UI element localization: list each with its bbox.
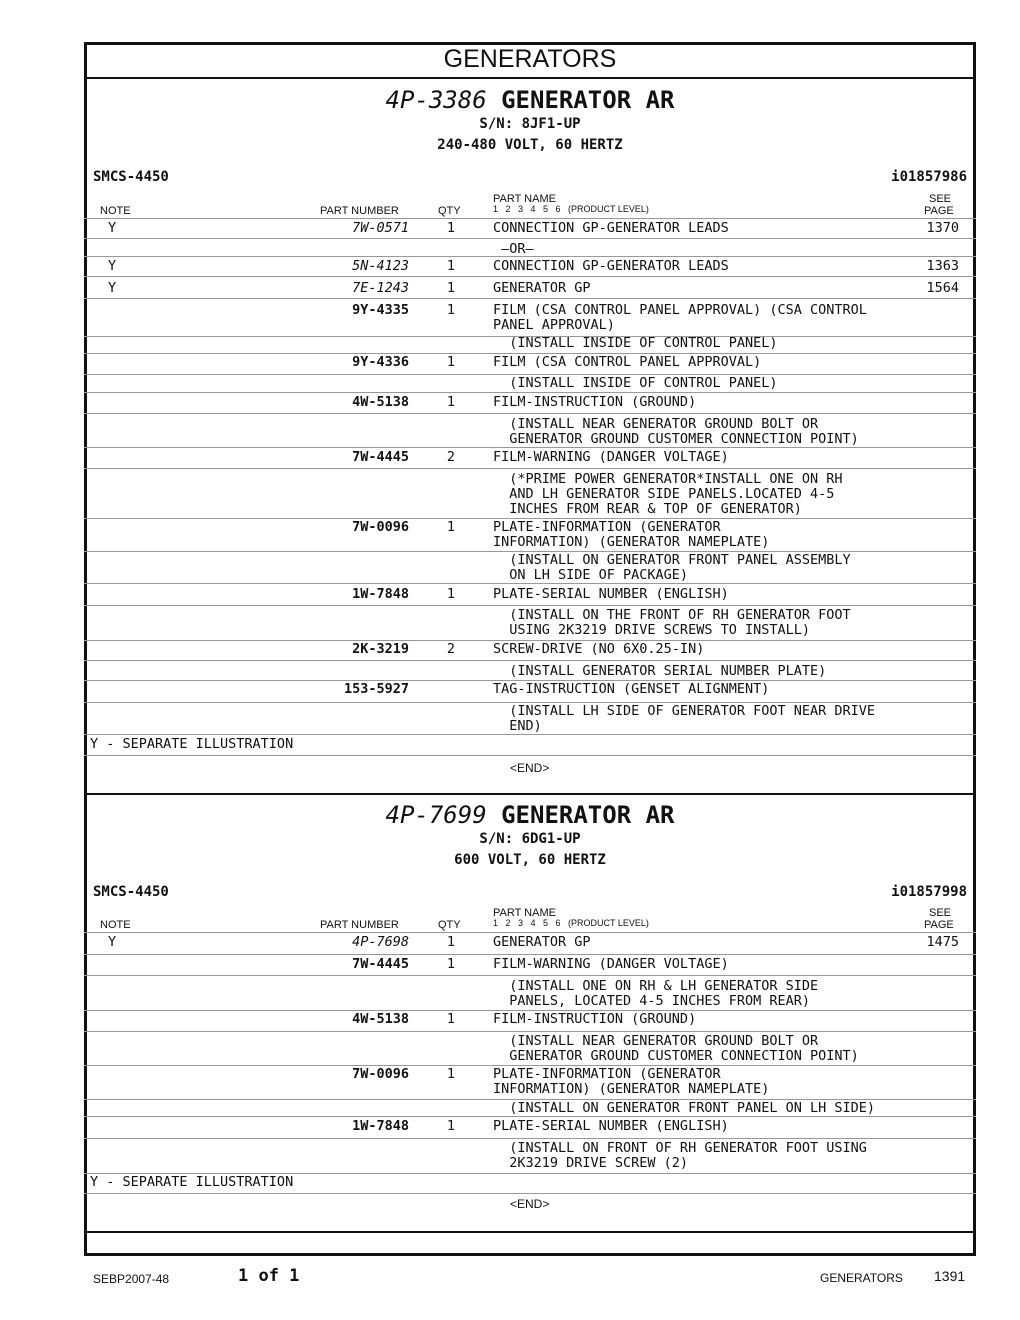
part-name-cell: END) [493, 718, 542, 734]
page-banner: GENERATORS [443, 45, 617, 73]
section-title [84, 801, 976, 829]
part-name-cell: (INSTALL ON THE FRONT OF RH GENERATOR FOOT [493, 607, 851, 623]
row-divider [84, 218, 976, 219]
part-name-cell: FILM (CSA CONTROL PANEL APPROVAL) [493, 354, 762, 370]
part-number-cell: 7W-4445 [352, 449, 409, 465]
part-name-cell: GENERATOR GROUND CUSTOMER CONNECTION POINT) [493, 1048, 859, 1064]
row-divider [84, 734, 976, 735]
section-serial: S/N: 8JF1-UP [479, 116, 581, 132]
col-part-name: PART NAME [493, 907, 556, 919]
part-name-cell: (INSTALL INSIDE OF CONTROL PANEL) [493, 375, 778, 391]
part-name-cell: PLATE-SERIAL NUMBER (ENGLISH) [493, 1118, 729, 1134]
part-name-cell: 2K3219 DRIVE SCREW (2) [493, 1155, 689, 1171]
row-divider [84, 238, 976, 239]
col-note: NOTE [100, 205, 131, 217]
qty-cell: 1 [446, 354, 456, 370]
note-cell: Y [108, 934, 117, 950]
section-serial: S/N: 6DG1-UP [479, 831, 581, 847]
qty-cell: 1 [446, 934, 456, 950]
part-number-cell: 1W-7848 [352, 1118, 409, 1134]
section-title [84, 86, 976, 114]
col-qty: QTY [438, 919, 461, 931]
end-marker: <END> [510, 1197, 550, 1211]
part-name-cell: INFORMATION) (GENERATOR NAMEPLATE) [493, 1081, 770, 1097]
part-number-cell: 2K-3219 [352, 641, 409, 657]
row-divider [84, 755, 976, 756]
part-number-cell: 4W-5138 [352, 1011, 409, 1027]
part-name-cell: PANEL APPROVAL) [493, 317, 615, 333]
note-cell: Y [108, 258, 117, 274]
qty-cell: 1 [446, 956, 456, 972]
legend-note: Y - SEPARATE ILLUSTRATION [90, 1174, 294, 1190]
row-divider [84, 447, 976, 448]
row-divider [84, 605, 976, 606]
qty-cell: 2 [446, 449, 456, 465]
part-name-cell: (INSTALL NEAR GENERATOR GROUND BOLT OR [493, 1033, 819, 1049]
col-page: PAGE [924, 919, 954, 931]
part-name-cell: TAG-INSTRUCTION (GENSET ALIGNMENT) [493, 681, 770, 697]
row-divider [84, 413, 976, 414]
row-divider [84, 660, 976, 661]
part-number-cell: 7W-0096 [352, 1066, 409, 1082]
part-name-cell: (INSTALL ON GENERATOR FRONT PANEL ON LH SIDE) [493, 1100, 876, 1116]
col-part-name: PART NAME [493, 193, 556, 205]
part-name-cell: USING 2K3219 DRIVE SCREWS TO INSTALL) [493, 622, 810, 638]
col-part-number: PART NUMBER [320, 205, 399, 217]
col-product-level: 1 2 3 4 5 6 (PRODUCT LEVEL) [493, 918, 649, 928]
part-name-cell: ON LH SIDE OF PACKAGE) [493, 567, 689, 583]
qty-cell: 1 [446, 258, 456, 274]
banner-divider [87, 77, 973, 79]
part-number-cell: 7W-4445 [352, 956, 409, 972]
part-name-cell: FILM (CSA CONTROL PANEL APPROVAL) (CSA CONTROL [493, 302, 867, 318]
row-divider [84, 276, 976, 277]
section-spec: 240-480 VOLT, 60 HERTZ [437, 137, 623, 153]
reference-id: i01857998 [891, 884, 967, 900]
part-number-cell: 7W-0096 [352, 519, 409, 535]
see-page-cell: 1363 [926, 258, 959, 274]
part-number-cell: 9Y-4336 [352, 354, 409, 370]
part-name-cell: PLATE-INFORMATION (GENERATOR [493, 1066, 721, 1082]
part-number-cell: 9Y-4335 [352, 302, 409, 318]
row-divider [84, 468, 976, 469]
part-name-cell: (INSTALL ON FRONT OF RH GENERATOR FOOT USING [493, 1140, 867, 1156]
qty-cell: 1 [446, 586, 456, 602]
part-name-cell: PANELS, LOCATED 4-5 INCHES FROM REAR) [493, 993, 810, 1009]
section-title-number: 4P-7699 [385, 801, 487, 829]
col-see: SEE [929, 193, 952, 205]
part-number-cell: 4P-7698 [352, 934, 409, 950]
part-name-cell: CONNECTION GP-GENERATOR LEADS [493, 220, 729, 236]
smcs-code: SMCS-4450 [93, 884, 169, 900]
section-title-name: GENERATOR AR [501, 801, 675, 829]
footer-section: GENERATORS [820, 1271, 903, 1285]
qty-cell: 1 [446, 1066, 456, 1082]
part-name-cell: (INSTALL GENERATOR SERIAL NUMBER PLATE) [493, 663, 827, 679]
col-product-level: 1 2 3 4 5 6 (PRODUCT LEVEL) [493, 204, 649, 214]
qty-cell: 1 [446, 302, 456, 318]
part-name-cell: FILM-WARNING (DANGER VOLTAGE) [493, 956, 729, 972]
part-name-cell: CONNECTION GP-GENERATOR LEADS [493, 258, 729, 274]
part-name-cell: —OR— [493, 241, 534, 257]
qty-cell: 1 [446, 1011, 456, 1027]
part-name-cell: PLATE-SERIAL NUMBER (ENGLISH) [493, 586, 729, 602]
row-divider [84, 1116, 976, 1117]
row-divider [84, 1193, 976, 1194]
part-name-cell: SCREW-DRIVE (NO 6X0.25-IN) [493, 641, 705, 657]
part-name-cell: (*PRIME POWER GENERATOR*INSTALL ONE ON RH [493, 471, 843, 487]
col-note: NOTE [100, 919, 131, 931]
part-name-cell: FILM-WARNING (DANGER VOLTAGE) [493, 449, 729, 465]
part-name-cell: AND LH GENERATOR SIDE PANELS.LOCATED 4-5 [493, 486, 835, 502]
reference-id: i01857986 [891, 169, 967, 185]
qty-cell: 2 [446, 641, 456, 657]
see-page-cell: 1370 [926, 220, 959, 236]
section-title-name: GENERATOR AR [501, 86, 675, 114]
legend-note: Y - SEPARATE ILLUSTRATION [90, 736, 294, 752]
part-name-cell: (INSTALL NEAR GENERATOR GROUND BOLT OR [493, 416, 819, 432]
qty-cell: 1 [446, 280, 456, 296]
part-name-cell: PLATE-INFORMATION (GENERATOR [493, 519, 721, 535]
part-number-cell: 1W-7848 [352, 586, 409, 602]
part-number-cell: 5N-4123 [352, 258, 409, 274]
part-number-cell: 7E-1243 [352, 280, 409, 296]
page-of: 1 of 1 [238, 1266, 300, 1286]
part-name-cell: GENERATOR GP [493, 280, 591, 296]
smcs-code: SMCS-4450 [93, 169, 169, 185]
part-name-cell: FILM-INSTRUCTION (GROUND) [493, 394, 697, 410]
part-name-cell: GENERATOR GP [493, 934, 591, 950]
note-cell: Y [108, 220, 117, 236]
row-divider [84, 975, 976, 976]
bottom-divider [87, 1231, 973, 1233]
part-name-cell: FILM-INSTRUCTION (GROUND) [493, 1011, 697, 1027]
qty-cell: 1 [446, 220, 456, 236]
part-name-cell: INCHES FROM REAR & TOP OF GENERATOR) [493, 501, 802, 517]
part-number-cell: 7W-0571 [352, 220, 409, 236]
part-name-cell: (INSTALL ON GENERATOR FRONT PANEL ASSEMBLY [493, 552, 851, 568]
part-number-cell: 4W-5138 [352, 394, 409, 410]
row-divider [84, 1031, 976, 1032]
part-name-cell: INFORMATION) (GENERATOR NAMEPLATE) [493, 534, 770, 550]
section-spec: 600 VOLT, 60 HERTZ [454, 852, 606, 868]
part-name-cell: (INSTALL INSIDE OF CONTROL PANEL) [493, 335, 778, 351]
col-part-number: PART NUMBER [320, 919, 399, 931]
qty-cell: 1 [446, 519, 456, 535]
end-marker: <END> [510, 761, 550, 775]
section-divider [87, 793, 973, 795]
doc-id: SEBP2007-48 [93, 1272, 170, 1286]
part-name-cell: GENERATOR GROUND CUSTOMER CONNECTION POINT) [493, 431, 859, 447]
part-name-cell: (INSTALL LH SIDE OF GENERATOR FOOT NEAR DRIVE [493, 703, 876, 719]
row-divider [84, 583, 976, 584]
col-qty: QTY [438, 205, 461, 217]
note-cell: Y [108, 280, 117, 296]
qty-cell: 1 [446, 394, 456, 410]
see-page-cell: 1564 [926, 280, 959, 296]
col-page: PAGE [924, 205, 954, 217]
row-divider [84, 298, 976, 299]
row-divider [84, 392, 976, 393]
row-divider [84, 954, 976, 955]
row-divider [84, 932, 976, 933]
part-number-cell: 153-5927 [343, 681, 409, 697]
page-number: 1391 [934, 1268, 966, 1284]
col-see: SEE [929, 907, 952, 919]
see-page-cell: 1475 [926, 934, 959, 950]
qty-cell: 1 [446, 1118, 456, 1134]
part-name-cell: (INSTALL ONE ON RH & LH GENERATOR SIDE [493, 978, 819, 994]
section-title-number: 4P-3386 [385, 86, 487, 114]
row-divider [84, 1138, 976, 1139]
